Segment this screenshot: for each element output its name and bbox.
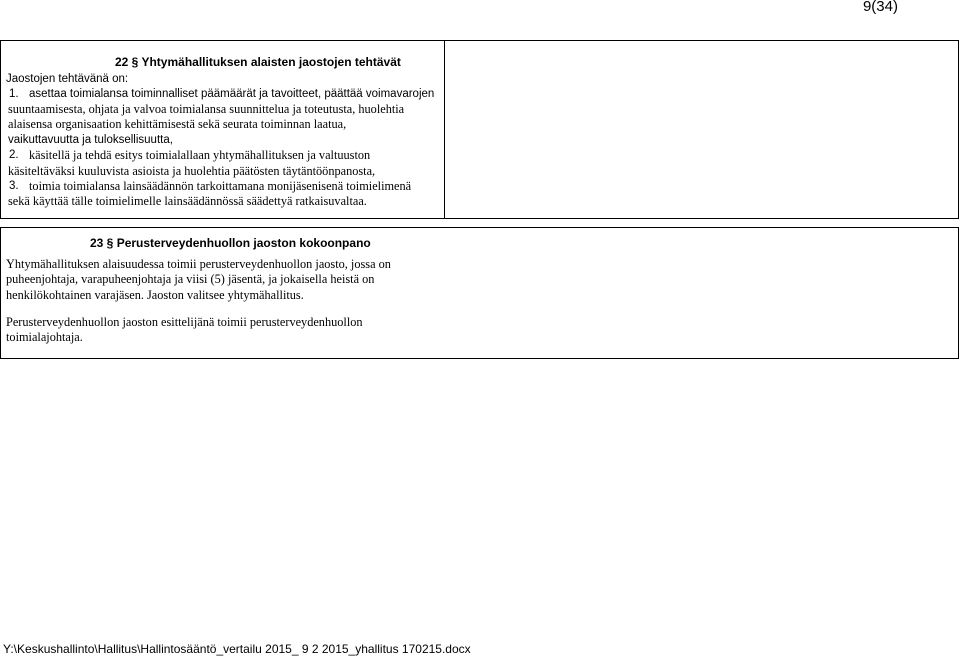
- section22-intro: Jaostojen tehtävänä on:: [6, 73, 129, 85]
- table-column-divider: [444, 40, 445, 219]
- section23-heading: 23 § Perusterveydenhuollon jaoston kokoonpano: [90, 236, 371, 250]
- list-number: 1.: [9, 88, 19, 100]
- list-number: 2.: [9, 149, 19, 161]
- list-item-line: käsiteltäväksi kuuluvista asioista ja huolehtia päätösten täytäntöönpanosta,: [8, 164, 376, 178]
- list-item-line: sekä käyttää tälle toimielimelle lainsäädännössä säädettyä ratkaisuvaltaa.: [8, 194, 367, 208]
- paragraph-line: Perusterveydenhuollon jaoston esittelijänä toimii perusterveydenhuollon: [6, 315, 363, 329]
- list-item-line: alaisensa organisaation kehittämisestä sekä seurata toiminnan laatua,: [8, 117, 347, 131]
- footer-file-path: Y:\Keskushallinto\Hallitus\Hallintosääntö_vertailu 2015_ 9 2 2015_yhallitus 170215.docx: [3, 642, 471, 656]
- paragraph-line: Yhtymähallituksen alaisuudessa toimii perusterveydenhuollon jaosto, jossa on: [6, 257, 391, 271]
- list-number: 3.: [9, 180, 19, 192]
- table-left-border: [0, 40, 1, 219]
- list-item-line: vaikuttavuutta ja tuloksellisuutta,: [8, 134, 173, 146]
- page-number: 9(34): [862, 0, 898, 15]
- list-item-line: käsitellä ja tehdä esitys toimialallaan yhtymähallituksen ja valtuuston: [29, 148, 371, 162]
- list-item-line: suuntaamisesta, ohjata ja valvoa toimialansa suunnittelua ja toteutusta, huolehtia: [8, 102, 405, 116]
- list-item-line: toimia toimialansa lainsäädännön tarkoittamana monijäsenisenä toimielimenä: [29, 179, 412, 193]
- paragraph-line: puheenjohtaja, varapuheenjohtaja ja viisi (5) jäsentä, ja jokaisella heistä on: [6, 272, 375, 286]
- section22-heading: 22 § Yhtymähallituksen alaisten jaostojen tehtävät: [115, 55, 401, 69]
- paragraph-line: toimialajohtaja.: [6, 330, 83, 344]
- table-right-border: [958, 40, 959, 219]
- list-item-line: asettaa toimialansa toiminnalliset päämäärät ja tavoitteet, päättää voimavarojen: [29, 88, 435, 100]
- paragraph-line: henkilökohtainen varajäsen. Jaoston valitsee yhtymähallitus.: [6, 288, 304, 302]
